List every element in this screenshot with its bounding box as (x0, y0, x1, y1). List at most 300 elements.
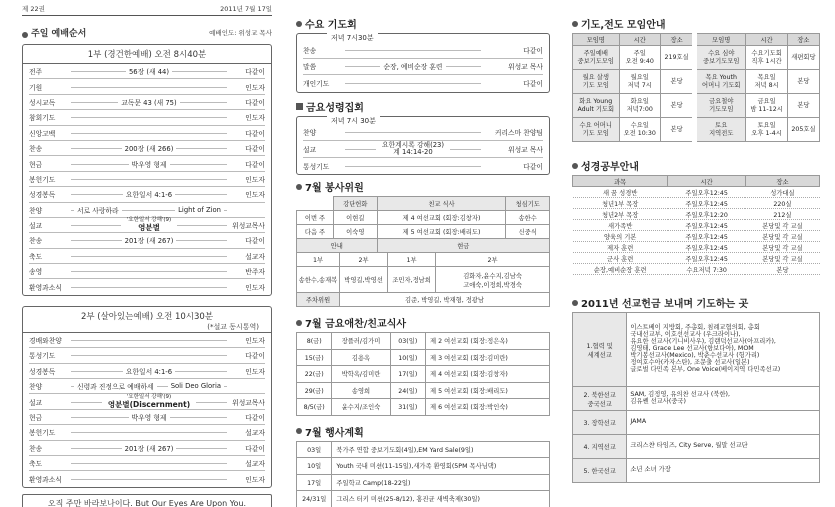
vol-offering-1: 조민자,정남희 (388, 267, 436, 293)
event-date: 10일 (297, 458, 332, 475)
bullet-icon (22, 32, 28, 38)
lunch-cell: 24(일) (390, 382, 425, 399)
order-person: 커리스마 찬양팀 (494, 129, 543, 138)
order-detail-2: Light of Zion (175, 206, 224, 214)
order-content (71, 235, 227, 245)
order-label: 봉헌기도 (29, 429, 56, 438)
study-cell: 새가족반 (573, 220, 668, 231)
order-detail: 201장 (새 267) (122, 443, 177, 453)
mission-table (572, 312, 820, 483)
lunch-row (297, 333, 550, 350)
lunch-cell: 김용옥 (332, 349, 390, 366)
order-label: 설교 (303, 145, 317, 154)
mission-category: 1.협력 및 세계선교 (573, 313, 627, 387)
worship-title: 주일 예배순서 (31, 28, 87, 39)
order-content (71, 412, 227, 422)
vol-cell: 신중식 (506, 225, 550, 239)
meet-cell: 화요일 저녁7:00 (619, 94, 660, 118)
sermon-title: 요한계시록 강해(23) (379, 142, 447, 149)
order-person: 다같이 (245, 444, 265, 453)
meet-cell: 금요철야 기도모임 (695, 94, 746, 118)
order-detail: 56장 (새 44) (126, 66, 172, 76)
meet-cell: 주일예배 중보기도모임 (573, 46, 620, 70)
meet-head: 모임명 (573, 34, 620, 46)
order-content (345, 142, 481, 156)
order-row (29, 394, 265, 409)
vol-cell: 제 5 여선교회 (회장:배리도) (377, 225, 506, 239)
order-label: 성시교독 (29, 98, 56, 107)
order-person: 인도자 (245, 114, 265, 123)
order-label: 현금 (29, 414, 43, 422)
event-title: 7월 행사계획 (305, 427, 364, 439)
column-worship (22, 0, 272, 507)
study-cell: 주일오후12:45 (668, 231, 746, 242)
study-cell: 본당및 각 교실 (745, 220, 819, 231)
vol-sub-2: 2부 (340, 253, 388, 267)
meet-cell: 토요 지역전도 (695, 118, 746, 142)
study-cell: 제자 훈련 (573, 242, 668, 253)
lunch-row (297, 349, 550, 366)
bullet-icon (296, 184, 302, 190)
service2-box (22, 306, 272, 488)
vol-head-meal: 친교 식사 (377, 197, 506, 211)
order-label: 찬송 (29, 145, 43, 154)
order-label: 찬송 (29, 444, 43, 453)
meet-cell: 본당 (660, 70, 694, 94)
meet-row (573, 70, 820, 94)
study-cell: 212실 (745, 209, 819, 220)
order-detail: 요한일서 4:1-6 (123, 189, 175, 199)
order-row (29, 264, 265, 279)
meet-cell: 월요 살생 기도 모임 (573, 70, 620, 94)
event-row (297, 474, 550, 491)
order-detail: 박우영 형제 (129, 412, 170, 422)
event-desc: 그리스 터키 미션(25-8/12), 홍진균 새벽축제(30일) (332, 491, 550, 507)
order-row (29, 379, 265, 394)
order-row (29, 233, 265, 248)
meet-head: 장소 (787, 34, 819, 46)
wed-time: 저녁 7시30분 (327, 33, 378, 43)
meet-cell: 수요 심야 중보기도모임 (695, 46, 746, 70)
study-cell: 220실 (745, 198, 819, 209)
order-row (303, 158, 543, 175)
meet-head: 시간 (619, 34, 660, 46)
vol-sub-4: 2부 (436, 253, 550, 267)
vol-head-offering: 현금 (377, 239, 549, 253)
fri-order (303, 125, 543, 175)
order-content (345, 61, 481, 71)
event-section (296, 424, 550, 439)
bullet-icon (572, 21, 578, 27)
lunch-cell: 31(일) (390, 399, 425, 416)
fri-section (296, 99, 550, 114)
order-person: 위성교목사 (232, 398, 265, 407)
wed-order (303, 42, 543, 92)
mission-row (573, 387, 820, 411)
event-date: 17일 (297, 474, 332, 491)
order-detail: 박우영 형제 (129, 159, 170, 169)
study-row (573, 209, 820, 220)
order-row (29, 456, 265, 471)
service2-title-wrap (23, 307, 271, 332)
study-head-time: 시간 (668, 176, 746, 187)
mission-category: 5. 한국선교 (573, 459, 627, 483)
meet-cell: 목요 Youth 어머니 기도회 (695, 70, 746, 94)
meet-section (572, 16, 820, 31)
meet-cell: 219호실 (660, 46, 694, 70)
vol-cell: 이현길 (334, 211, 378, 225)
mission-detail: 소년 소녀 가장 (627, 459, 820, 483)
wed-title: 수요 기도회 (305, 20, 357, 31)
order-person: 인도자 (245, 175, 265, 184)
order-row (29, 64, 265, 79)
lunch-cell: 장플러/김가미 (332, 333, 390, 350)
order-detail-2: Soli Deo Gloria (168, 382, 224, 390)
meet-head: 모임명 (695, 34, 746, 46)
order-row (29, 441, 265, 456)
lunch-cell: 윤수지/조인숙 (332, 399, 390, 416)
meet-cell: 본당 (787, 70, 819, 94)
study-row (573, 198, 820, 209)
service2-title: 2부 (살아있는예배) 오전 10시30분 (80, 311, 214, 322)
lunch-cell: 03(일) (390, 333, 425, 350)
lunch-cell: 10(일) (390, 349, 425, 366)
event-row (297, 441, 550, 458)
order-content (71, 218, 227, 232)
footer-motto: 오직 주만 바라보나이다. But Our Eyes Are Upon You. (22, 494, 272, 507)
vol-row (297, 211, 550, 225)
study-cell: 수요저녁 7:30 (668, 264, 746, 275)
event-date: 24/31일 (297, 491, 332, 507)
order-label: 성경봉독 (29, 367, 56, 376)
order-person: 다같이 (245, 414, 265, 422)
study-cell: 주일오후12:45 (668, 198, 746, 209)
sermon-title: 영분별(Discernment) (105, 401, 193, 409)
fri-time: 저녁 7시 30분 (327, 116, 380, 126)
service2-subtitle: (*설교 동시통역) (207, 322, 259, 331)
order-row (29, 187, 265, 202)
order-person: 설교자 (245, 460, 265, 469)
meet-row (573, 118, 820, 142)
meet-cell: 토요일 오후 1-4시 (746, 118, 788, 142)
vol-cell: 이숙영 (334, 225, 378, 239)
meet-head: 시간 (746, 34, 788, 46)
order-row (303, 75, 543, 92)
order-label: 성경봉독 (29, 191, 56, 200)
lunch-cell: 제 4 여선교회 (회장:김창자) (426, 366, 550, 383)
order-row (303, 125, 543, 142)
meet-cell: 주일 오전 9:40 (619, 46, 660, 70)
order-person: 다같이 (523, 162, 543, 171)
study-row (573, 187, 820, 198)
order-row (29, 410, 265, 425)
wed-box (296, 33, 550, 93)
order-content (71, 159, 227, 169)
study-head-place: 장소 (745, 176, 819, 187)
order-detail: 순장, 예비순장 훈련 (380, 61, 445, 71)
order-person: 다같이 (245, 129, 265, 138)
event-desc: 북가주 연합 중보기도회(4일),EM Yard Sale(9일) (332, 441, 550, 458)
order-person: 다같이 (245, 68, 265, 77)
lunch-row (297, 382, 550, 399)
order-row (29, 95, 265, 110)
vol-section (296, 179, 550, 194)
order-label: 송영 (29, 268, 43, 277)
page-header (22, 0, 272, 16)
mission-category: 4. 지역선교 (573, 435, 627, 459)
order-person: 인도자 (245, 476, 265, 485)
order-content (71, 443, 227, 453)
order-person: 인도자 (245, 284, 265, 293)
meet-head: 장소 (660, 34, 694, 46)
order-row (29, 141, 265, 156)
order-row (29, 279, 265, 294)
bullet-icon (296, 21, 302, 27)
meet-cell: 월요일 저녁 7시 (619, 70, 660, 94)
order-person: 설교자 (245, 429, 265, 438)
vol-cell: 이번 주 (297, 211, 334, 225)
vol-parking: 김준, 박영길, 박재형, 정광남 (340, 293, 550, 307)
vol-cell: 다음 주 (297, 225, 334, 239)
volunteer-table-2 (296, 252, 550, 307)
order-row (29, 203, 265, 218)
study-section (572, 158, 820, 173)
order-label: 기원 (29, 83, 43, 92)
lunch-row (297, 399, 550, 416)
study-row (573, 231, 820, 242)
order-detail: 교독문 43 (새 75) (118, 97, 179, 107)
order-label: 참회기도 (29, 114, 56, 123)
sermon-title: 영분별 (135, 224, 163, 232)
order-content (71, 143, 227, 153)
vol-cell: 제 4 여선교회 (회장:김창자) (377, 211, 506, 225)
issue-number: 제 22권 (22, 5, 45, 13)
service2-order (23, 332, 271, 487)
lunch-cell: 송영희 (332, 382, 390, 399)
study-cell: 본당및 각 교실 (745, 253, 819, 264)
mission-detail: JAMA (627, 411, 820, 435)
lunch-table (296, 332, 550, 416)
meet-title: 기도,전도 모임안내 (581, 20, 666, 31)
mission-detail: 이스트베이 지방회, 주총회, 침례교협의회, 총회 국내선교부, 이호선선교사 (우크라이나), 유요한 선교사(기니비사우), 김랜덕선교사(아프리카), 김영태, Grace Lee 선교사(항보다아), MOM 박기봉선교사(Mexico), 박춘수선교사 (헝가리) 정여호수아(카자스탄), 조문출 선교사(일본) 글로벌 다민족 본부, One Voice(베이지역 다민족선교) (627, 313, 820, 387)
order-person: 설교자 (245, 252, 265, 261)
order-content (71, 395, 227, 409)
bullet-icon (296, 428, 302, 434)
study-cell: 본당및 각 교실 (745, 242, 819, 253)
order-person: 다같이 (523, 46, 543, 55)
study-row (573, 253, 820, 264)
sermon-series: '요한일서 강해'(9) (124, 218, 174, 224)
study-cell: 본당및 각 교실 (745, 231, 819, 242)
study-cell: 주일오후12:45 (668, 220, 746, 231)
meet-cell: 수요일 오전 10:30 (619, 118, 660, 142)
study-cell: 양육의 기본 (573, 231, 668, 242)
column-info (572, 0, 820, 483)
mission-row (573, 411, 820, 435)
order-label: 찬양 (303, 129, 317, 138)
meet-cell: 본당 (660, 118, 694, 142)
order-person: 위성교 목사 (508, 145, 543, 154)
order-label: 찬양 (29, 206, 43, 215)
lunch-title: 7월 금요애찬/친교식사 (305, 319, 407, 330)
sermon-series: '요한일서 강해'(9) (124, 395, 174, 401)
study-cell: 새 꿈 성경반 (573, 187, 668, 198)
event-date: 03일 (297, 441, 332, 458)
vol-head-prayer: 청심기도 (506, 197, 550, 211)
order-label: 전주 (29, 68, 43, 77)
lunch-cell: 15(금) (297, 349, 332, 366)
vol-sub-3: 1부 (388, 253, 436, 267)
lunch-row (297, 366, 550, 383)
event-desc: 주일학교 Camp(18-22일) (332, 474, 550, 491)
study-cell: 주일오후12:20 (668, 209, 746, 220)
order-detail: 201장 (새 267) (122, 235, 177, 245)
event-desc: Youth 국내 미션(11-15일),새가족 환영회(5PM 목사님댁) (332, 458, 550, 475)
order-person: 다같이 (245, 145, 265, 154)
order-row (29, 218, 265, 233)
order-label: 통성기도 (303, 162, 330, 171)
bullet-icon (296, 320, 302, 326)
study-head-subject: 과목 (573, 176, 668, 187)
vol-head-usher: 안내 (297, 239, 378, 253)
study-row (573, 220, 820, 231)
order-row (303, 59, 543, 76)
volunteer-table (296, 196, 550, 253)
square-bullet-icon (296, 103, 303, 110)
mission-section (572, 295, 820, 310)
order-row (29, 156, 265, 171)
order-row (29, 126, 265, 141)
order-label: 개인기도 (303, 80, 330, 89)
order-person: 인도자 (245, 191, 265, 200)
order-row (29, 110, 265, 125)
lunch-cell: 제 6 여선교회 (회장:박인숙) (426, 399, 550, 416)
event-table (296, 441, 550, 507)
meet-cell: 목요일 저녁 8시 (746, 70, 788, 94)
study-cell: 주일오후12:45 (668, 253, 746, 264)
order-content (71, 97, 227, 107)
order-row (29, 333, 265, 348)
mission-row (573, 459, 820, 483)
meet-cell: 새편회당 (787, 46, 819, 70)
vol-offering-2: 김화자,윤수지,김남숙 고애숙,이정희,박경숙 (436, 267, 550, 293)
study-row (573, 264, 820, 275)
meet-cell: 금요일 밤 11-12시 (746, 94, 788, 118)
order-label: 봉헌기도 (29, 175, 56, 184)
fri-box (296, 116, 550, 176)
order-person: 위성교 목사 (508, 63, 543, 72)
study-cell: 청년1부 목장 (573, 198, 668, 209)
event-row (297, 491, 550, 507)
mission-detail: 크리스챤 타임즈, City Serve, 월말 선교단 (627, 435, 820, 459)
study-cell: 본당 (745, 264, 819, 275)
order-row (29, 249, 265, 264)
order-person: 다같이 (245, 160, 265, 169)
meet-row (573, 94, 820, 118)
order-detail: 요한일서 4:1-6 (123, 366, 175, 376)
meet-cell: 수요 어머니 기도 모임 (573, 118, 620, 142)
order-row (303, 42, 543, 59)
vol-parking-label: 주차위원 (297, 293, 340, 307)
fri-title: 금요성령집회 (306, 102, 364, 114)
lunch-section (296, 315, 550, 330)
order-row (29, 364, 265, 379)
meet-cell: 205호실 (787, 118, 819, 142)
meet-cell: 수요기도회 직후 1시간 (746, 46, 788, 70)
order-label: 통성기도 (29, 352, 56, 361)
order-label: 설교 (29, 398, 43, 407)
study-cell: 청년2부 목장 (573, 209, 668, 220)
service1-title: 1부 (경건한예배) 오전 8시40분 (23, 45, 271, 64)
column-meetings (296, 0, 550, 507)
mission-title: 2011년 선교헌금 보내며 기도하는 곳 (581, 299, 749, 310)
order-person: 인도자 (245, 83, 265, 92)
order-detail: 신령과 진정으로 예배하세 (74, 381, 157, 391)
event-row (297, 458, 550, 475)
lunch-cell: 박학옥/김미란 (332, 366, 390, 383)
study-row (573, 242, 820, 253)
mission-category: 3. 장학선교 (573, 411, 627, 435)
meeting-table (572, 33, 820, 142)
order-row (29, 348, 265, 363)
order-detail: 서로 사랑하라 (74, 205, 122, 215)
order-row (303, 141, 543, 158)
study-cell: 주일오후12:45 (668, 187, 746, 198)
lunch-cell: 제 3 여선교회 (회장:김미란) (426, 349, 550, 366)
worship-leader: 예배인도: 위성교 목사 (209, 28, 272, 37)
service1-order (29, 64, 265, 295)
meet-cell: 화요 Young Adult 기도회 (573, 94, 620, 118)
order-label: 경배와찬양 (29, 337, 62, 346)
mission-detail: SAM, 김정영, 유의찬 선교사 (북한), 김유쎈 선교사(중국) (627, 387, 820, 411)
order-content (71, 205, 227, 215)
order-person: 인도자 (245, 337, 265, 346)
mission-row (573, 435, 820, 459)
order-person: 다같이 (245, 237, 265, 246)
lunch-cell: 22(금) (297, 366, 332, 383)
order-label: 축도 (29, 252, 43, 261)
study-table (572, 175, 820, 275)
order-content (71, 189, 227, 199)
vol-cell: 송한수 (506, 211, 550, 225)
vol-usher-1: 송한수,송재복 (297, 267, 340, 293)
lunch-cell: 29(금) (297, 382, 332, 399)
order-label: 설교 (29, 222, 43, 231)
order-label: 환영과소식 (29, 476, 62, 485)
order-content (71, 66, 227, 76)
mission-row (573, 313, 820, 387)
order-row (29, 79, 265, 94)
bullet-icon (572, 300, 578, 306)
vol-row (297, 225, 550, 239)
service1-box (22, 44, 272, 296)
study-cell: 성가대실 (745, 187, 819, 198)
mission-category: 2. 북한선교 중국선교 (573, 387, 627, 411)
meet-cell: 본당 (660, 94, 694, 118)
order-person: 인도자 (245, 367, 265, 376)
order-label: 말씀 (303, 63, 317, 72)
order-person: 반주자 (245, 268, 265, 277)
vol-title: 7월 봉사위원 (305, 183, 364, 194)
bullet-icon (572, 163, 578, 169)
lunch-cell: 제 2 여선교회 (회장:정은옥) (426, 333, 550, 350)
study-cell: 순장,예비순장 훈련 (573, 264, 668, 275)
order-person: 다같이 (245, 352, 265, 361)
lunch-cell: 제 5 여선교회 (회장:배리도) (426, 382, 550, 399)
order-label: 환영과소식 (29, 284, 62, 293)
vol-head-altar: 강단헌화 (334, 197, 378, 211)
order-label: 찬양 (29, 383, 43, 392)
